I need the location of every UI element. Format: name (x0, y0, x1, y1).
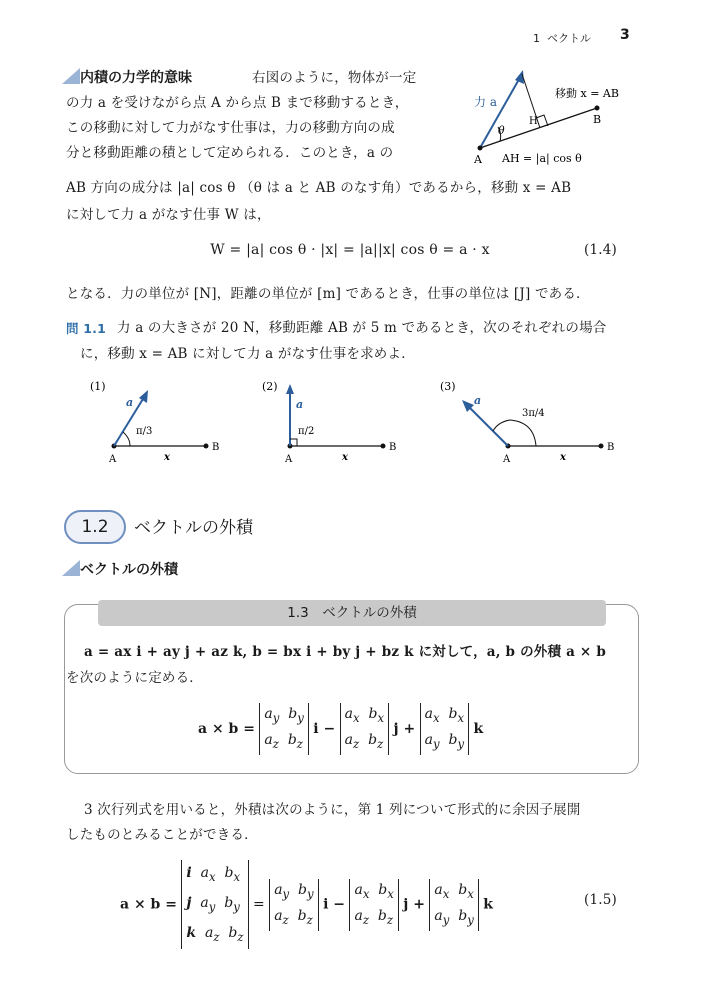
subfigure-1 (86, 378, 236, 468)
point-b-dot (595, 106, 600, 111)
subfig-1-angle: π/3 (136, 426, 153, 437)
eq15-det-1: $a_y$ $b_y$ $a_z$ $b_z$ (269, 879, 318, 931)
mech-line-2: の力 a を受けながら点 A から点 B まで移動するとき， (66, 95, 409, 111)
problem-label: 問 1.1 (66, 321, 106, 336)
eq15-equals: = (253, 896, 265, 913)
def-formula-j: j + (393, 720, 416, 737)
subfigure-3 (436, 378, 636, 468)
subfig-1-vector-label: a (126, 396, 134, 409)
cofactor-line-1: 3 次行列式を用いると，外積は次のように，第 1 列について形式的に余因子展開 (84, 802, 581, 818)
subfig-3-point-b (599, 444, 604, 449)
subfig-3-a-label: A (503, 454, 511, 465)
eq15-lhs: a × b = (120, 896, 177, 913)
definition-line-2: を次のように定める． (66, 670, 203, 686)
subheading-marker-icon (62, 560, 82, 578)
subfig-2-arrowhead (286, 384, 294, 394)
equation-1-5 (120, 860, 493, 949)
work-diagram (462, 60, 642, 170)
subfig-3-number: (3) (440, 380, 456, 393)
def-det-1: $a_y$ $b_y$ $a_z$ $b_z$ (259, 703, 308, 755)
chapter-number: 1 (533, 32, 540, 45)
subfig-3-angle: 3π/4 (522, 408, 545, 419)
subfigure-2 (258, 378, 408, 468)
point-b-label: B (593, 113, 602, 126)
subfig-1-b-label: B (212, 442, 220, 453)
move-label: 移動 x = AB (555, 87, 619, 100)
force-label: 力 a (474, 95, 497, 109)
eq15-det-2: $a_x$ $b_x$ $a_z$ $b_z$ (349, 879, 398, 931)
page-number: 3 (620, 27, 630, 43)
subfig-2-x-label: x (342, 452, 348, 463)
subfig-2-angle: π/2 (298, 426, 315, 437)
mech-line-3: この移動に対して力がなす仕事は，力の移動方向の成 (66, 120, 395, 136)
subheading: ベクトルの外積 (80, 562, 178, 578)
mech-line-5: AB 方向の成分は |a| cos θ （θ は a と AB のなす角）であるから，移動 x = AB (66, 180, 572, 196)
definition-title: 1.3 ベクトルの外積 (98, 600, 606, 626)
subfig-3-vector-label: a (474, 394, 482, 407)
subfig-3-angle-arc (493, 420, 536, 446)
subfig-1-number: (1) (90, 380, 106, 393)
subfig-2-vector-label: a (296, 398, 304, 411)
subfig-2-point-b (381, 444, 386, 449)
theta-label: θ (498, 124, 505, 137)
mech-intro: 右図のように，物体が一定 (252, 70, 417, 86)
ah-label: AH = |a| cos θ (502, 152, 582, 165)
def-det-2: $a_x$ $b_x$ $a_z$ $b_z$ (340, 703, 389, 755)
problem-line-1: 力 a の大きさが 20 N，移動距離 AB が 5 m であるとき，次のそれぞれの場合 (117, 320, 607, 336)
running-head (533, 30, 591, 46)
eq15-det-3x3: i $a_x$ $b_x$ j $a_y$ $b_y$ k $a_z$ $b_z$ (181, 860, 248, 949)
eq15-det-3: $a_x$ $b_x$ $a_y$ $b_y$ (429, 879, 478, 931)
section-number-badge: 1.2 (64, 510, 126, 544)
section-title: ベクトルの外積 (134, 518, 253, 538)
subfig-1-x-label: x (164, 452, 170, 463)
eq15-k: k (483, 896, 493, 913)
subfig-2-a-label: A (285, 454, 293, 465)
eq15-i: i − (323, 896, 345, 913)
section-heading-mechanical: 内積の力学的意味 (80, 70, 192, 86)
definition-line-1: a = ax i + ay j + az k, b = bx i + by j + bz k に対して，a, b の外積 a × b (84, 644, 606, 660)
point-a-label: A (474, 153, 482, 166)
subfig-1-a-label: A (109, 454, 117, 465)
subfig-1-arrowhead (139, 390, 148, 403)
subfig-3-b-label: B (607, 442, 615, 453)
mech-line-6: に対して力 a がなす仕事 W は， (66, 207, 271, 223)
heading-marker-icon (62, 68, 82, 86)
subfig-2-number: (2) (262, 380, 278, 393)
problem-line-2: に，移動 x = AB に対して力 a がなす仕事を求めよ． (80, 346, 415, 362)
subfig-1-angle-arc (123, 432, 130, 446)
equation-number-1-4: (1.4) (584, 242, 618, 258)
def-formula-k: k (473, 720, 484, 737)
eq15-j: j + (403, 896, 425, 913)
definition-formula (198, 703, 483, 755)
subfig-3-vector (466, 404, 508, 446)
mech-line-4: 分と移動距離の積として定められる．このとき，a の (66, 145, 394, 161)
equation-number-1-5: (1.5) (584, 892, 618, 908)
subfig-3-x-label: x (560, 452, 566, 463)
point-h-label: H (529, 116, 538, 127)
def-formula-lhs: a × b = (198, 720, 255, 737)
def-formula-i: i − (313, 720, 336, 737)
chapter-title: ベクトル (547, 32, 591, 45)
subfig-1-point-b (204, 444, 209, 449)
point-a-dot (478, 146, 483, 151)
equation-1-4: W = |a| cos θ · |x| = |a||x| cos θ = a · x (210, 242, 490, 258)
subfig-2-b-label: B (389, 442, 397, 453)
cofactor-line-2: したものとみることができる． (66, 827, 258, 843)
def-det-3: $a_x$ $b_x$ $a_y$ $b_y$ (420, 703, 469, 755)
units-sentence: となる．力の単位が [N]，距離の単位が [m] であるとき，仕事の単位は [J] である． (66, 286, 590, 302)
